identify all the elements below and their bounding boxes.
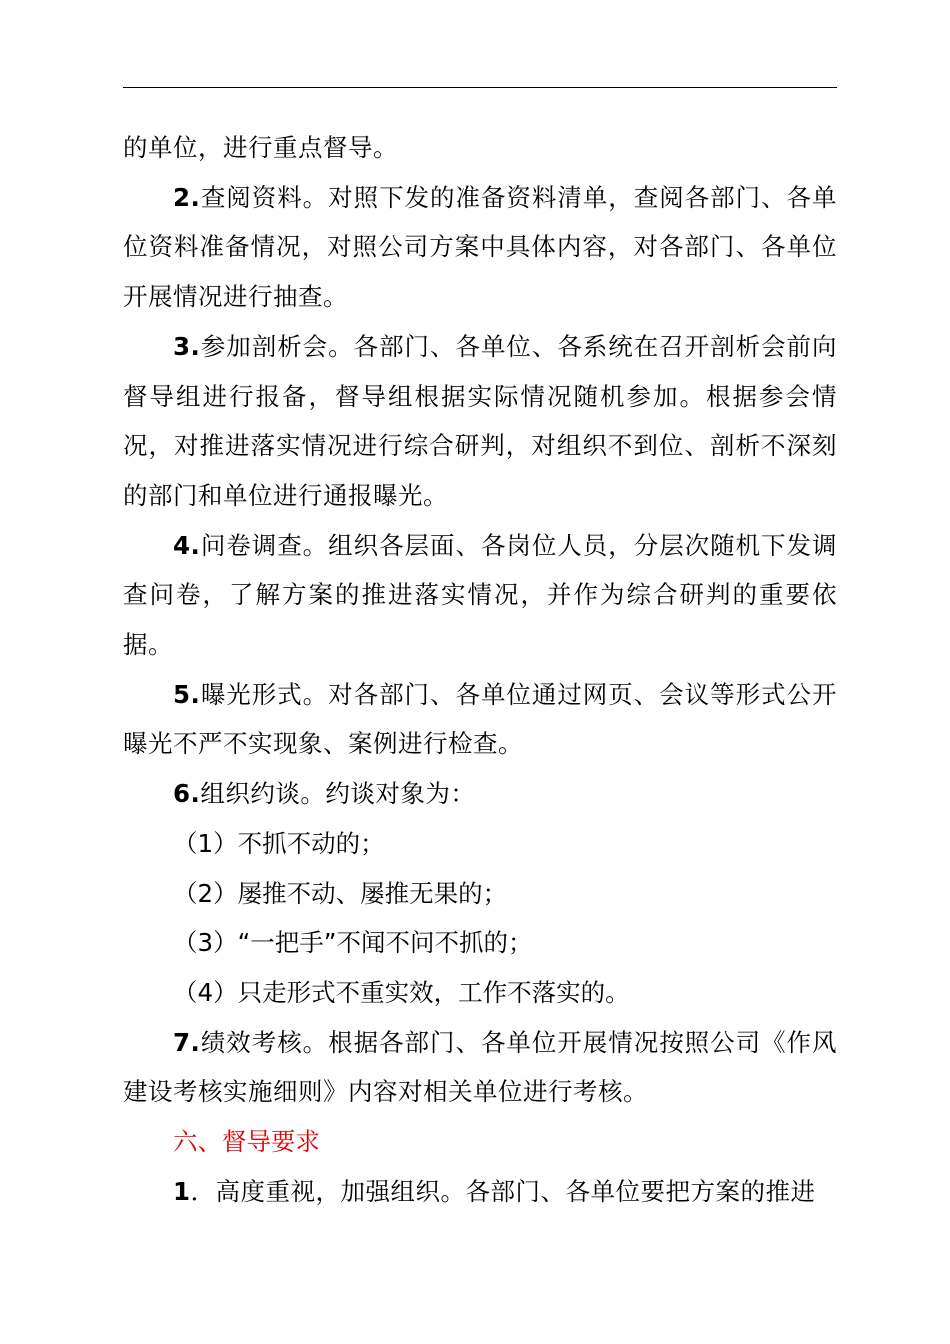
- item-3-number: 3.: [173, 331, 201, 361]
- item-4-number: 4.: [173, 530, 201, 560]
- item-3-paragraph: [123, 322, 837, 521]
- item-7-number: 7.: [173, 1027, 201, 1057]
- item-6-paragraph: [123, 769, 837, 819]
- requirement-1-paragraph: [123, 1167, 837, 1217]
- item-2-number: 2.: [173, 182, 201, 212]
- document-body: [123, 123, 837, 1216]
- item-3-text: 参加剖析会。各部门、各单位、各系统在召开剖析会前向督导组进行报备，督导组根据实际情况随机参加。根据参会情况，对推进落实情况进行综合研判，对组织不到位、剖析不深刻的部门和单位进行通报曝光。: [123, 331, 837, 510]
- item-2-paragraph: [123, 173, 837, 322]
- requirement-1-number: 1: [173, 1176, 191, 1206]
- item-6-text: 组织约谈。约谈对象为：: [200, 779, 476, 809]
- item-4-text: 问卷调查。组织各层面、各岗位人员，分层次随机下发调查问卷，了解方案的推进落实情况，并作为综合研判的重要依据。: [123, 530, 837, 660]
- item-4-paragraph: [123, 521, 837, 670]
- item-6-number: 6.: [173, 779, 201, 809]
- sub-item-1: （1）不抓不动的；: [173, 828, 385, 858]
- requirement-1-text: ．高度重视，加强组织。各部门、各单位要把方案的推进: [190, 1176, 816, 1206]
- item-5-text: 曝光形式。对各部门、各单位通过网页、会议等形式公开曝光不严不实现象、案例进行检查。: [123, 679, 837, 759]
- section-heading: 六、督导要求: [173, 1127, 320, 1157]
- item-5-number: 5.: [173, 679, 201, 709]
- item-2-text: 查阅资料。对照下发的准备资料清单，查阅各部门、各单位资料准备情况，对照公司方案中具体内容，对各部门、各单位开展情况进行抽查。: [123, 182, 837, 312]
- sub-item-2: （2）屡推不动、屡推无果的；: [173, 878, 508, 908]
- intro-continuation: 的单位，进行重点督导。: [123, 133, 398, 162]
- sub-item-3: （3）“一把手”不闻不问不抓的；: [173, 928, 533, 958]
- sub-item-4: （4）只走形式不重实效，工作不落实的。: [173, 977, 630, 1007]
- item-7-paragraph: [123, 1018, 837, 1117]
- header-rule: [123, 87, 837, 88]
- item-7-text: 绩效考核。根据各部门、各单位开展情况按照公司《作风建设考核实施细则》内容对相关单位进行考核。: [123, 1027, 837, 1107]
- item-5-paragraph: [123, 670, 837, 769]
